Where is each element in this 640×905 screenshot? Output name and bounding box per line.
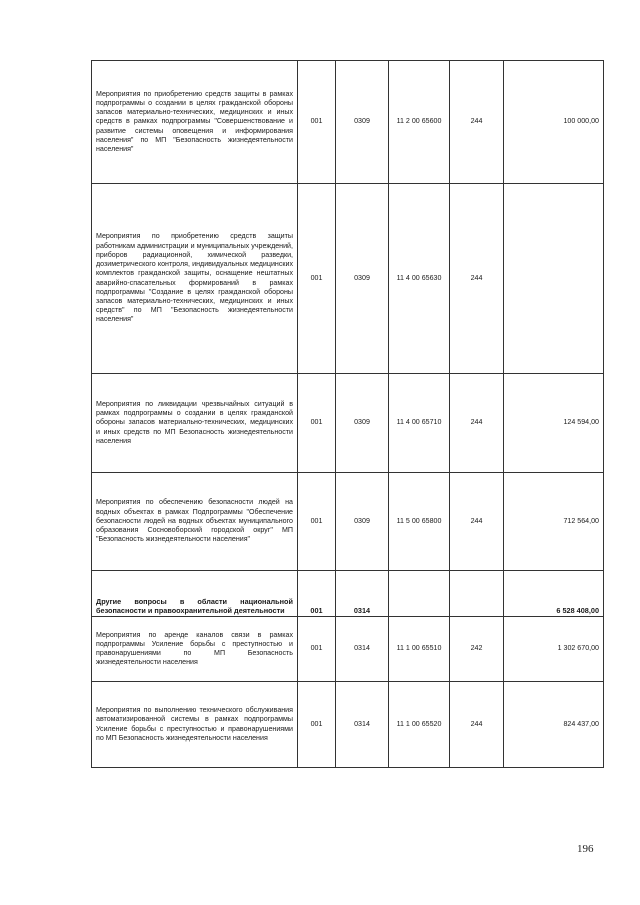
expense-type-code: 244 [450,184,504,374]
row-description: Мероприятия по ликвидации чрезвычайных ситуаций в рамках подпрограммы о создании в целях гражданской обороны запасов материально-технических, медицинских и иных средств по МП Безопасность жизнедеятельности населения [92,374,298,473]
section-code: 0309 [336,473,389,571]
grbs-code: 001 [298,61,336,184]
grbs-code: 001 [298,374,336,473]
section-code: 0309 [336,184,389,374]
table-row [92,571,604,617]
section-code: 0309 [336,374,389,473]
expense-type-code: 242 [450,617,504,682]
target-article-code: 11 5 00 65800 [389,473,450,571]
page-number: 196 [577,843,594,855]
expense-type-code [450,571,504,617]
row-description: Мероприятия по выполнению технического обслуживания автоматизированной системы в рамках подпрограммы Усиление борьбы с преступностью и правонарушениями по МП Безопасность жизнедеятельности населения [92,682,298,768]
amount: 6 528 408,00 [504,571,604,617]
grbs-code: 001 [298,571,336,617]
table-row [92,473,604,571]
amount: 100 000,00 [504,61,604,184]
grbs-code: 001 [298,682,336,768]
target-article-code: 11 1 00 65520 [389,682,450,768]
table-row [92,682,604,768]
amount [504,184,604,374]
row-description: Мероприятия по приобретению средств защиты работникам администрации и муниципальных учреждений, приборов радиационной, химической разведки, дозиметрического контроля, индивидуальных медицинских комплектов гражданской защиты, оснащение нештатных аварийно-спасательных формирований в рамках подпрограммы "Создание в целях гражданской обороны запасов материально-технических, медицинских и иных средств" по МП "Безопасность жизнедеятельности населения" [92,184,298,374]
row-description: Мероприятия по аренде каналов связи в рамках подпрограммы Усиление борьбы с преступностью и правонарушениями по МП Безопасность жизнедеятельности населения [92,617,298,682]
target-article-code: 11 1 00 65510 [389,617,450,682]
expense-type-code: 244 [450,682,504,768]
section-code: 0309 [336,61,389,184]
grbs-code: 001 [298,184,336,374]
expense-type-code: 244 [450,374,504,473]
target-article-code: 11 4 00 65710 [389,374,450,473]
amount: 1 302 670,00 [504,617,604,682]
grbs-code: 001 [298,473,336,571]
target-article-code [389,571,450,617]
grbs-code: 001 [298,617,336,682]
table-row [92,184,604,374]
target-article-code: 11 4 00 65630 [389,184,450,374]
section-code: 0314 [336,617,389,682]
budget-table [91,60,604,768]
amount: 824 437,00 [504,682,604,768]
row-description: Мероприятия по обеспечению безопасности людей на водных объектах в рамках Подпрограммы "Обеспечение безопасности людей на водных объектах муниципального образования Сосновоборский городской округ" МП "Безопасность жизнедеятельности населения" [92,473,298,571]
table-row [92,61,604,184]
amount: 712 564,00 [504,473,604,571]
row-description: Мероприятия по приобретению средств защиты в рамках подпрограммы о создании в целях гражданской обороны запасов материально-технических, медицинских и иных средств в рамках подпрограммы "Совершенствование и развитие системы оповещения и информирования населения" по МП "Безопасность жизнедеятельности населения" [92,61,298,184]
table-row [92,374,604,473]
budget-table-body [92,61,604,768]
section-code: 0314 [336,571,389,617]
row-description: Другие вопросы в области национальной безопасности и правоохранительной деятельности [92,571,298,617]
section-code: 0314 [336,682,389,768]
table-row [92,617,604,682]
expense-type-code: 244 [450,473,504,571]
amount: 124 594,00 [504,374,604,473]
target-article-code: 11 2 00 65600 [389,61,450,184]
expense-type-code: 244 [450,61,504,184]
